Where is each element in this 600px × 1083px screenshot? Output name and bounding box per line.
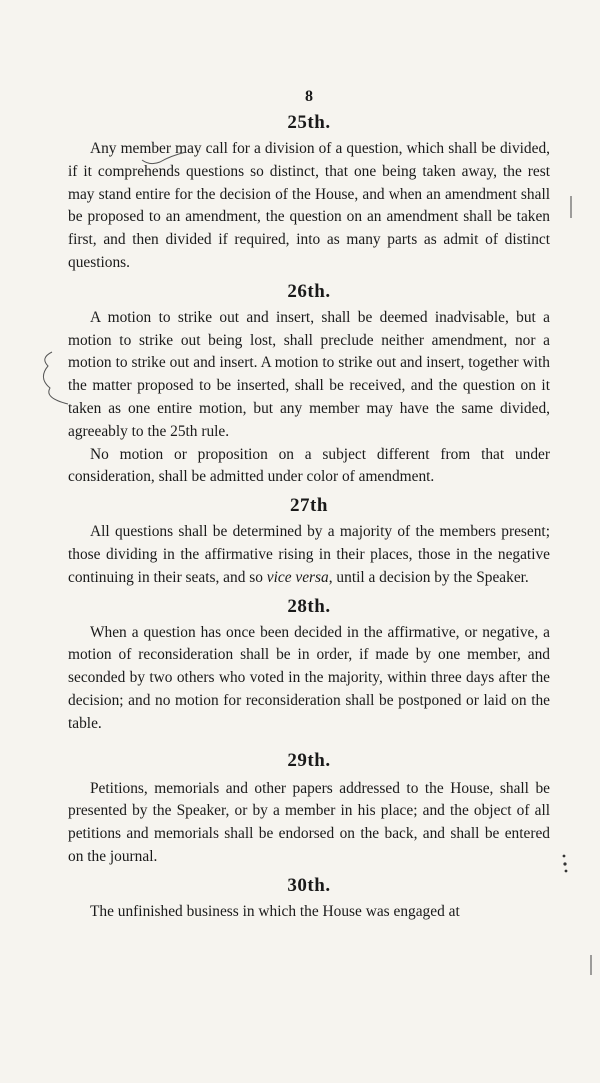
rule-heading: 25th. — [287, 112, 331, 133]
page-number: 8 — [305, 88, 313, 105]
rule-heading: 26th. — [287, 280, 331, 302]
rule-paragraph: All questions shall be determined by a majority of the members present; those dividing in the affirmative rising in their places, those in the negative continuing in their seats, and so vice versa, until a decision by the Speaker. — [68, 523, 550, 586]
rule-paragraph: No motion or proposition on a subject different from that under consideration, shall be admitted under color of amendment. — [68, 445, 550, 486]
rule-heading: 30th. — [287, 874, 331, 896]
rule-heading: 28th. — [287, 595, 331, 617]
pencil-check-mark — [140, 150, 190, 170]
rule-heading: 29th. — [287, 749, 331, 771]
rule-26 — [68, 281, 550, 489]
rule-paragraph: Petitions, memorials and other papers addressed to the House, shall be presented by the Speaker, or by a member in his place; and the object of all petitions and memorials shall be endorsed on the back, and shall be entered on the journal. — [68, 779, 550, 865]
rule-heading: 27th — [290, 495, 328, 517]
margin-dots-mark — [560, 852, 570, 876]
margin-line-mark — [588, 955, 594, 977]
rule-28 — [68, 596, 550, 736]
rule-paragraph: Any member may call for a division of a question, which shall be divided, if it comprehends questions so distinct, that one being taken away, the rest may stand entire for the decision of the House, and when an amendment shall be proposed to an amendment, the question on an amendment shall be taken first, and then divided if required, into as many parts as admit of distinct questions. — [68, 140, 550, 271]
rule-paragraph: A motion to strike out and insert, shall be deemed inadvisable, but a motion to strike out being lost, shall preclude neither amendment, nor a motion to strike out and insert. A motion to strike out and insert, together with the matter proposed to be inserted, shall be received, and the question on it taken as one entire motion, but any member may have the same divided, agreeably to the 25th rule. — [68, 308, 550, 440]
rule-29 — [68, 750, 550, 869]
rule-paragraph: When a question has once been decided in the affirmative, or negative, a motion of reconsideration shall be in order, if made by one member, and seconded by two others who voted in the majority, within three days after the decision; and no motion for reconsideration shall be postponed or laid on the table. — [68, 623, 550, 732]
rule-paragraph: The unfinished business in which the House was engaged at — [90, 902, 460, 920]
margin-tick-mark — [568, 196, 574, 220]
margin-pencil-mark — [34, 348, 74, 408]
rule-27 — [68, 495, 550, 589]
document-page — [68, 88, 550, 928]
rule-30 — [68, 875, 550, 924]
rule-25 — [68, 112, 550, 275]
